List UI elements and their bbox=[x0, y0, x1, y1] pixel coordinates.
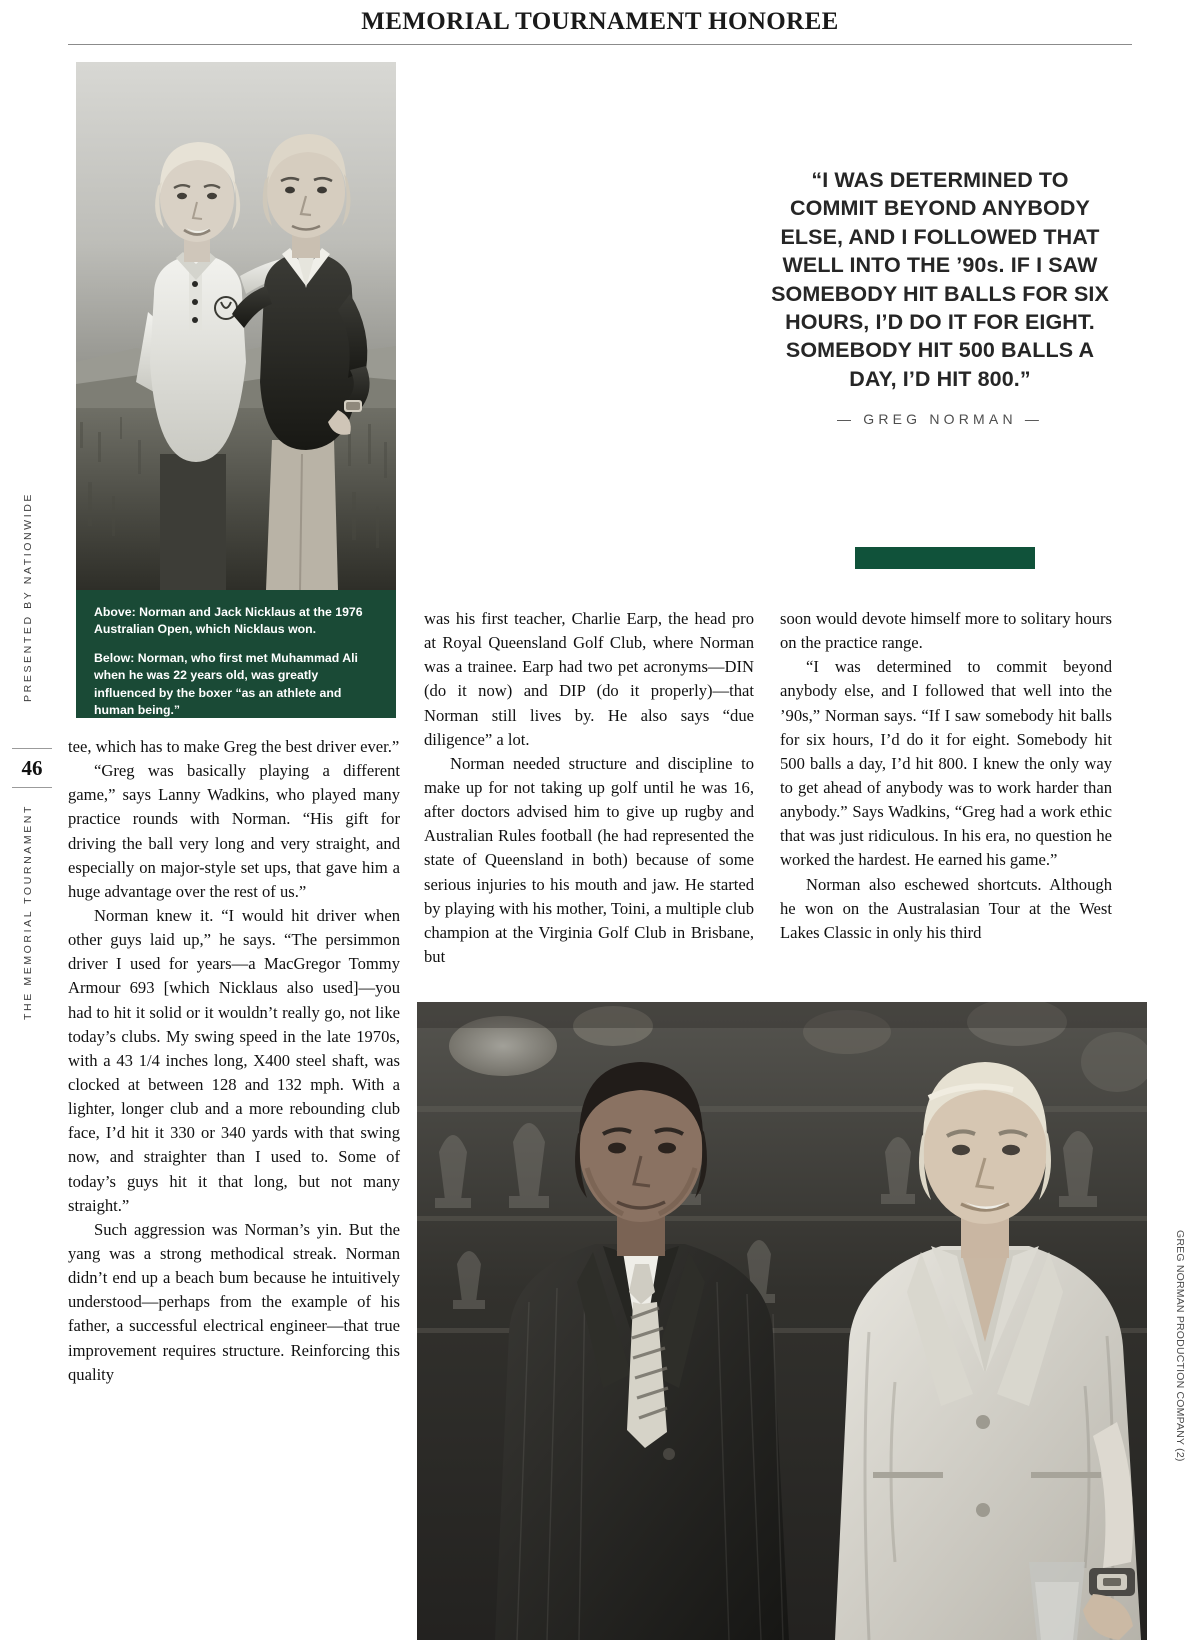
page-number-rule-top bbox=[12, 748, 52, 749]
photo-norman-nicklaus-image bbox=[76, 62, 396, 590]
paragraph: soon would devote himself more to solitary hours on the practice range. bbox=[780, 609, 1112, 653]
paragraph: Norman also eschewed shortcuts. Although he won on the Australasian Tour at the West Lakes Classic in only his third bbox=[780, 874, 1112, 942]
page-number-rule-bottom bbox=[12, 787, 52, 788]
publication-label: THE MEMORIAL TOURNAMENT bbox=[22, 804, 34, 1020]
photo-caption-box bbox=[76, 590, 396, 718]
body-column-2 bbox=[424, 607, 754, 969]
paragraph: Such aggression was Norman’s yin. But the yang was a strong methodical streak. Norman didn’t end up a beach bum because he intuitively understood—perhaps from the example of his father, a successful electrical engineer—that true improvement requires structure. Reinforcing this quality bbox=[68, 1219, 400, 1384]
paragraph: Norman needed structure and discipline to make up for not taking up golf until he was 16, after doctors advised him to give up rugby and Australian Rules football (he had represented the state of Queensland in both) because of some serious injuries to his mouth and jaw. He started by playing with his mother, Toini, a multiple club champion at the Virginia Golf Club in Brisbane, but bbox=[424, 753, 754, 966]
caption-above: Above: Norman and Jack Nicklaus at the 1976 Australian Open, which Nicklaus won. bbox=[94, 605, 363, 637]
pull-quote-text: “I WAS DETERMINED TO COMMIT BEYOND ANYBODY ELSE, AND I FOLLOWED THAT WELL INTO THE ’90s. IF I SAW SOMEBODY HIT BALLS FOR SIX HOURS, I’D DO IT FOR EIGHT. SOMEBODY HIT 500 BALLS A DAY, I’D HIT 800.” bbox=[771, 168, 1109, 391]
photo-norman-nicklaus bbox=[76, 62, 396, 590]
paragraph: was his first teacher, Charlie Earp, the head pro at Royal Queensland Golf Club, where Norman was a trainee. Earp had two pet acronyms—DIN (do it now) and DIP (do it properly)—that Norman still lives by. He also says “due diligence” a lot. bbox=[424, 609, 754, 749]
presented-by-label: PRESENTED BY NATIONWIDE bbox=[22, 492, 34, 702]
left-sidebar bbox=[0, 460, 60, 1060]
header-divider bbox=[68, 44, 1132, 45]
page-title: MEMORIAL TOURNAMENT HONOREE bbox=[361, 8, 839, 35]
photo-ali-norman bbox=[417, 1002, 1147, 1640]
pull-quote bbox=[770, 166, 1110, 427]
paragraph: tee, which has to make Greg the best driver ever.” bbox=[68, 737, 400, 756]
right-sidebar bbox=[1150, 1230, 1200, 1630]
paragraph: “Greg was basically playing a different game,” says Lanny Wadkins, who played many practice rounds with Norman. “His gift for driving the ball very long and very straight, and especially on major-style set ups, that gave him a huge advantage over the rest of us.” bbox=[68, 761, 400, 901]
paragraph: “I was determined to commit beyond anybody else, and I followed that well into the ’90s,” Norman says. “If I saw somebody hit balls for six hours, I’d do it for eight. Somebody hit 500 balls a day, I’d hit 800. I knew the only way to get ahead of anybody was to work harder than anybody.” Says Wadkins, “Greg had a work ethic that was just ridiculous. In his era, no question he worked the hardest. He earned his game.” bbox=[780, 657, 1112, 870]
photo-credit: GREG NORMAN PRODUCTION COMPANY (2) bbox=[1174, 1230, 1186, 1462]
body-column-3 bbox=[780, 607, 1112, 945]
photo-ali-norman-image bbox=[417, 1002, 1147, 1640]
pull-quote-accent-bar bbox=[855, 547, 1035, 569]
body-column-1 bbox=[68, 735, 400, 1387]
paragraph: Norman knew it. “I would hit driver when other guys laid up,” he says. “The persimmon driver I used for years—a MacGregor Tommy Armour 693 [which Nicklaus also used]—you had to hit it solid or it wouldn’t really go, not like today’s clubs. My swing speed in the late 1970s, with a 43 1/4 inches long, X400 steel shaft, was clocked at between 128 and 132 mph. With a lighter, longer club and a more rebounding club face, I’d hit it 330 or 340 yards with that swing now, and straighter than I used to. Some of today’s guys hit it that long, but not many straight.” bbox=[68, 905, 400, 1215]
pull-quote-attribution: — GREG NORMAN — bbox=[836, 411, 1044, 427]
page-number: 46 bbox=[21, 756, 43, 780]
caption-below: Below: Norman, who first met Muhammad Ali when he was 22 years old, was greatly influenced by the boxer “as an athlete and human being.” bbox=[94, 650, 358, 718]
